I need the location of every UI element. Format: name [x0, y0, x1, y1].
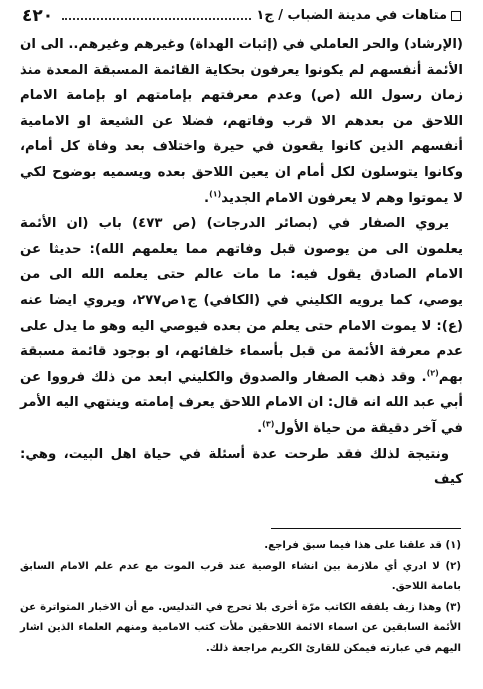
header-dotted-leader	[62, 18, 251, 20]
footnote-ref-3: (٣)	[262, 419, 275, 429]
footnote-1: (١) قد علقنا على هذا فيما سبق فراجع.	[264, 540, 461, 551]
running-title: متاهات في مدينة الضباب / ج١	[256, 8, 461, 23]
paragraph-1: (الإرشاد) والحر العاملي في (إثبات الهداة) وغيرهم وغيرهم.. الى ان الأئمة أنفسهم لم يكونوا يعرفون بحكاية القائمة المسبقة المعدة منذ زمان رسول الله (ص) وعدم معرفتهم بإمامتهم او بإمامة الامام اللاحق من بعدهم الا قرب وفاتهم، فضلا عن الشيعة او الامامية أنفسهم الذين كانوا يقعون في حيرة واختلاف بعد وفاة كل أمام، وكانوا يتوسلون لكل أمام ان يعين اللاحق بعده ويسميه بوضوح لكي لا يموتوا وهم لا يعرفون الامام الجديد$^{(١)}$.	[20, 37, 463, 206]
footnote-2: (٢) لا ادري أي ملازمة بين انشاء الوصية عند قرب الموت مع عدم علم الامام السابق بامامة اللاحق.	[20, 560, 461, 592]
footnotes	[20, 536, 461, 659]
footnote-ref-2: (٢)	[426, 368, 439, 378]
footnote-separator	[271, 528, 461, 529]
main-text	[20, 32, 463, 493]
paragraph-2: يروي الصفار في (بصائر الدرجات) (ص ٤٧٣) باب (ان الأئمة يعلمون الى من يوصون قبل وفاتهم مما يعلمهم الله): حديثا عن الامام الصادق يقول فيه: ما مات عالم حتى يعلمه الله الى من يوصي، كما يرويه الكليني في (الكافي) ج١ص٢٧٧، ويروي ايضا عنه (ع): لا يموت الامام حتى يعلم من بعده فيوصي اليه وهو ما يدل على عدم معرفة الأئمة من قبل بأسماء خلفائهم، او بوجود قائمة مسبقة بهم$^{(٢)}$. وقد ذهب الصفار والصدوق والكليني ابعد من ذلك فرووا عن أبي عبد الله انه قال: ان الامام اللاحق يعرف إمامته وينتهي اليه الأمر في آخر دقيقة من حياة الأول$^{(٣)}$.	[20, 216, 463, 436]
footnote-3: (٣) وهذا زيف يلفقه الكاتب مرّة أخرى بلا تحرج في التدليس. مع أن الاخبار المتواترة عن الأئمة السابقين عن اسماء الائمة اللاحقين ملأت كتب الامامية ومنهم العلماء الذين اشار اليهم في عبارته فيمكن للقارئ الكريم مراجعة ذلك.	[20, 601, 461, 654]
paragraph-3: ونتيجة لذلك فقد طرحت عدة أسئلة في حياة اهل البيت، وهي: كيف	[20, 446, 463, 488]
page-number: ٤٢٠	[22, 6, 54, 26]
page-header	[22, 6, 461, 28]
square-bullet-icon	[451, 11, 461, 21]
footnote-ref-1: (١)	[209, 189, 222, 199]
